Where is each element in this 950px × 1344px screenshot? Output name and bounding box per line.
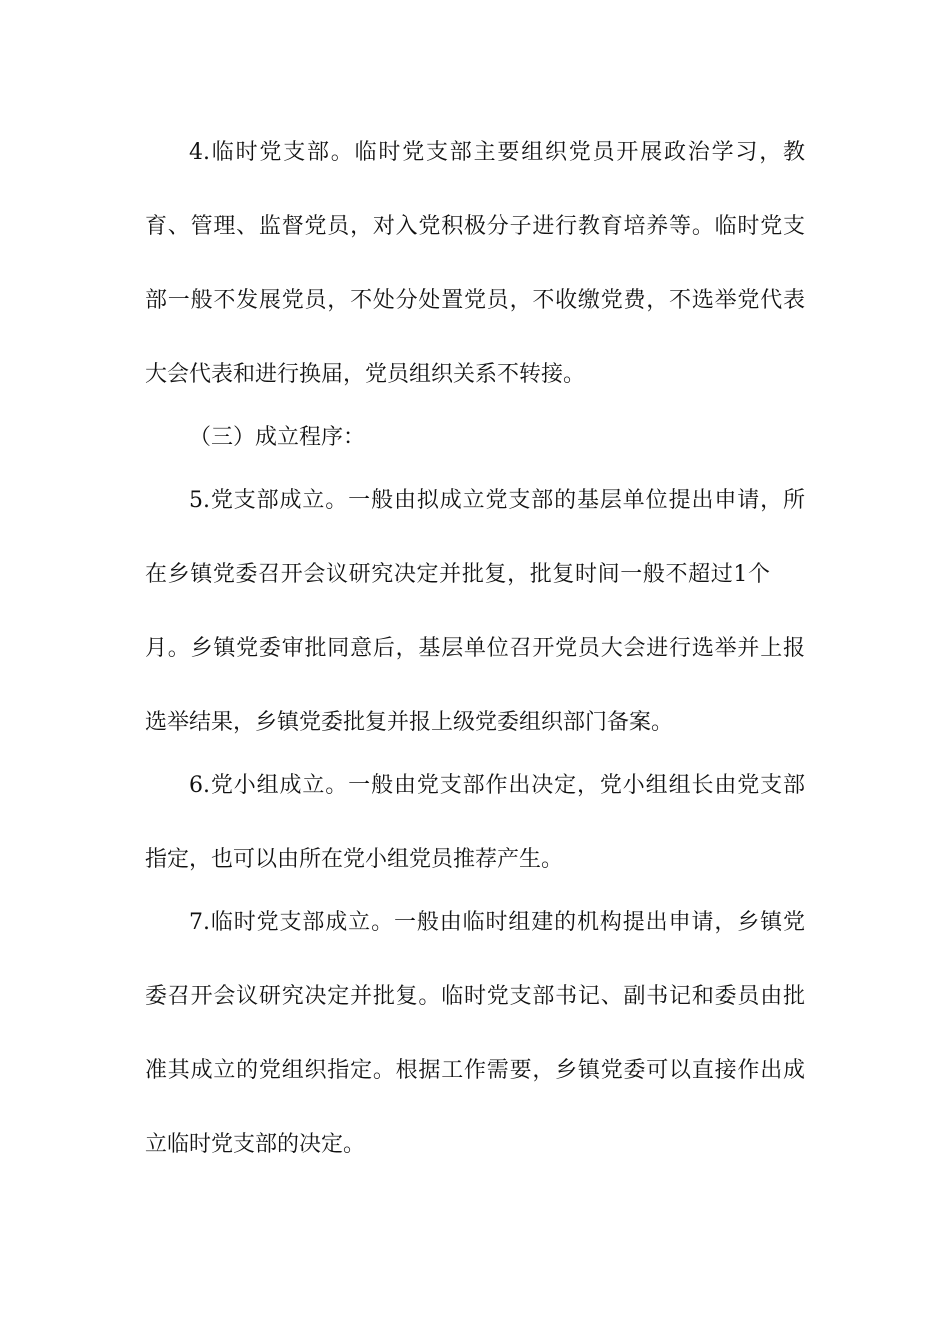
paragraph-4-line-1: 4.临时党支部。临时党支部主要组织党员开展政治学习，教	[189, 140, 805, 165]
paragraph-5-line-1: 5.党支部成立。一般由拟成立党支部的基层单位提出申请，所	[189, 488, 805, 513]
paragraph-7-line-4: 立临时党支部的决定。	[145, 1132, 366, 1157]
paragraph-7-line-3: 准其成立的党组织指定。根据工作需要，乡镇党委可以直接作出成	[145, 1058, 805, 1083]
paragraph-7-line-1: 7.临时党支部成立。一般由临时组建的机构提出申请，乡镇党	[189, 910, 805, 935]
paragraph-5-line-4: 选举结果，乡镇党委批复并报上级党委组织部门备案。	[145, 710, 674, 735]
paragraph-6-line-1: 6.党小组成立。一般由党支部作出决定，党小组组长由党支部	[189, 773, 805, 798]
paragraph-6-line-2: 指定，也可以由所在党小组党员推荐产生。	[145, 847, 564, 872]
paragraph-5-line-2: 在乡镇党委召开会议研究决定并批复，批复时间一般不超过1个	[145, 562, 770, 587]
paragraph-7-line-2: 委召开会议研究决定并批复。临时党支部书记、副书记和委员由批	[145, 984, 805, 1009]
paragraph-4-line-3: 部一般不发展党员，不处分处置党员，不收缴党费，不选举党代表	[145, 288, 805, 313]
section-heading-establishment-procedure: （三）成立程序：	[189, 425, 366, 450]
paragraph-5-line-3: 月。乡镇党委审批同意后，基层单位召开党员大会进行选举并上报	[145, 636, 805, 661]
paragraph-4-line-4: 大会代表和进行换届，党员组织关系不转接。	[145, 362, 586, 387]
paragraph-4-line-2: 育、管理、监督党员，对入党积极分子进行教育培养等。临时党支	[145, 214, 805, 239]
